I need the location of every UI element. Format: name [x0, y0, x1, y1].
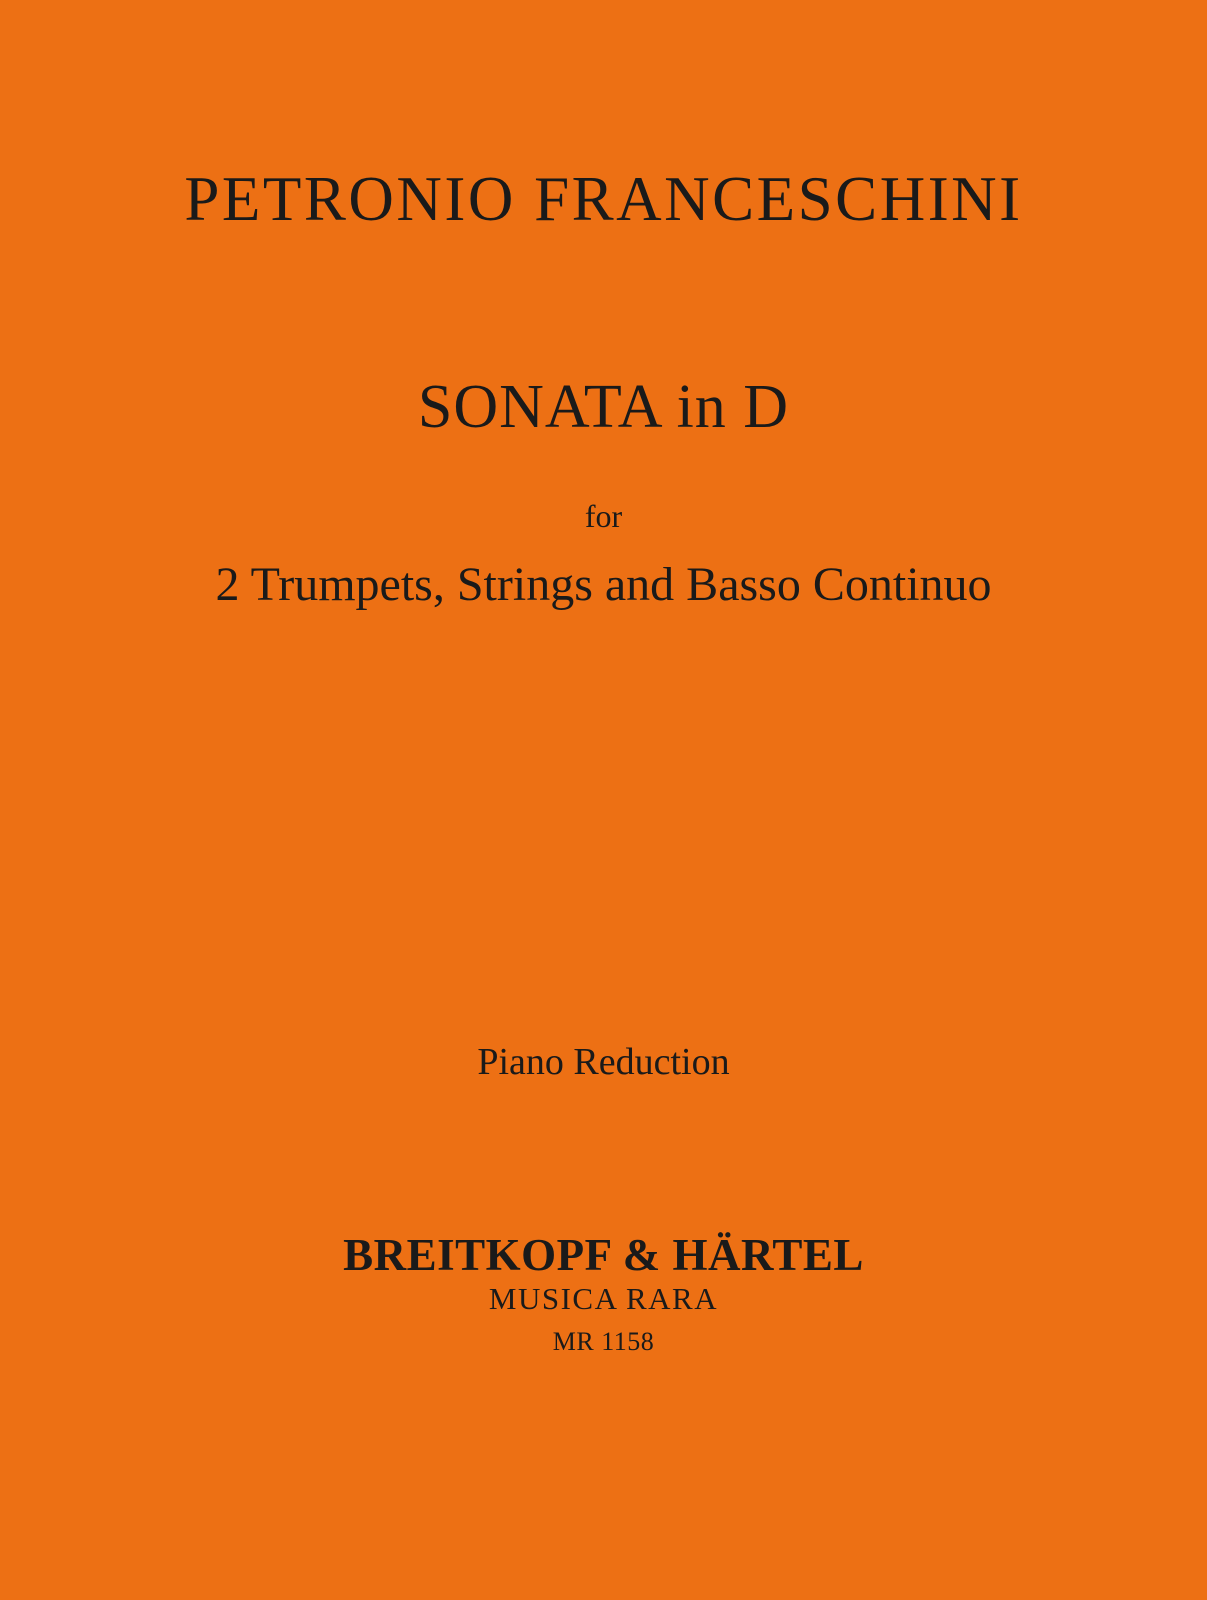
imprint-name: MUSICA RARA [488, 1281, 719, 1316]
for-label: for [584, 498, 623, 534]
page-title: SONATA in D [417, 373, 790, 441]
arrangement-type: Piano Reduction [477, 1041, 730, 1083]
instrumentation: 2 Trumpets, Strings and Basso Continuo [215, 558, 992, 611]
composer-name: PETRONIO FRANCESCHINI [184, 164, 1023, 234]
plate-number: MR 1158 [552, 1327, 655, 1356]
publisher-name: BREITKOPF & HÄRTEL [343, 1230, 864, 1280]
